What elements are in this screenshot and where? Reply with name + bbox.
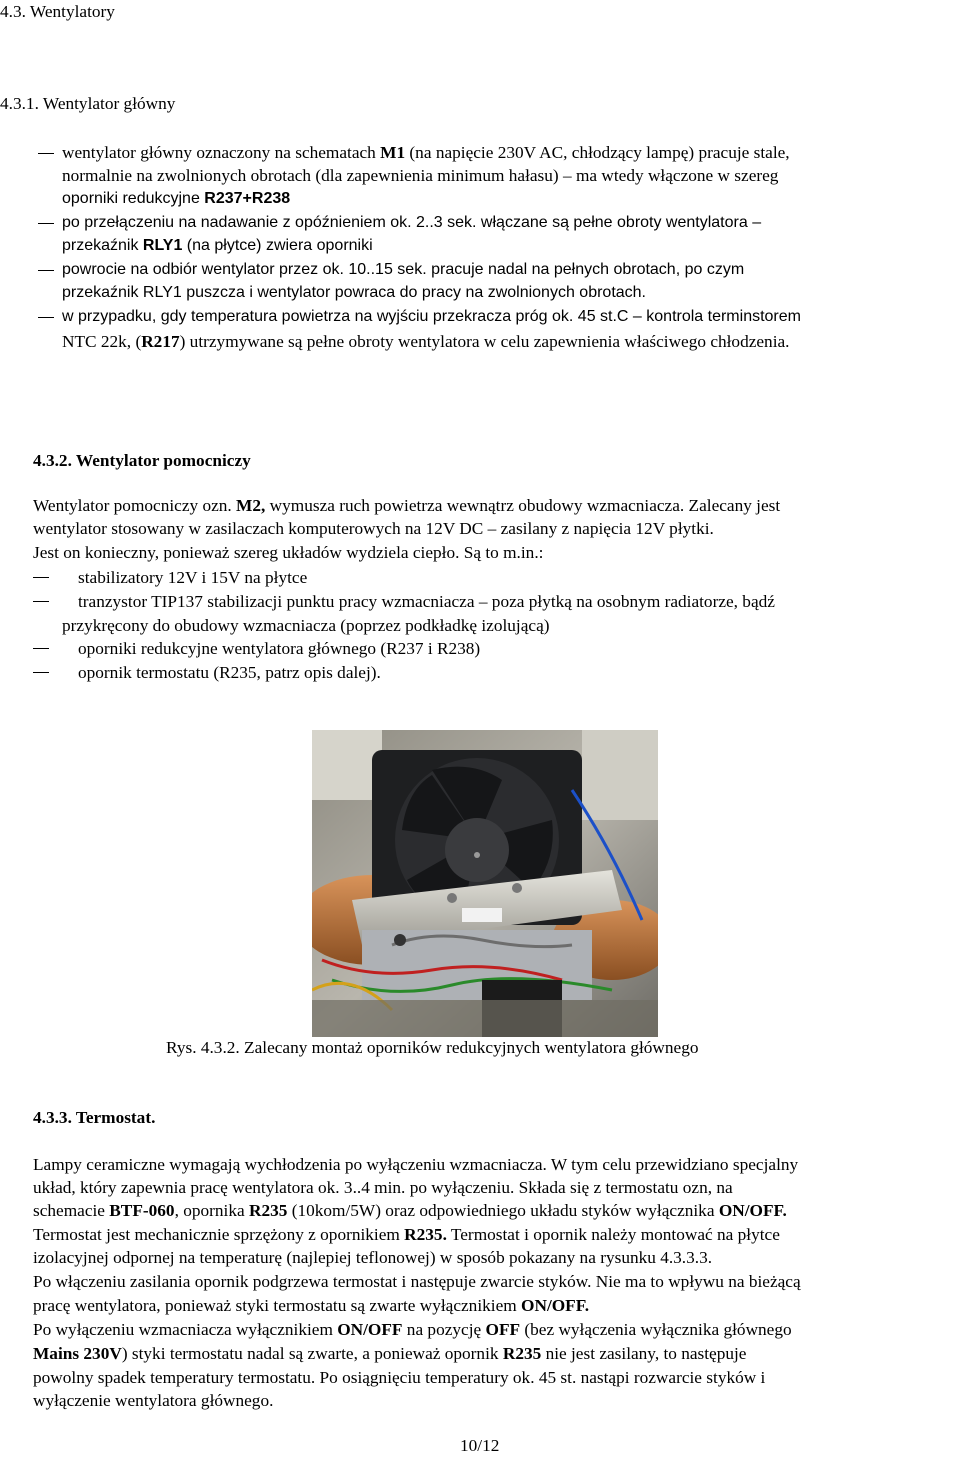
paragraph-line: schemacie BTF-060, opornika R235 (10kom/5W) oraz odpowiedniego układu styków wyłącznika ON/OFF. — [33, 1201, 787, 1220]
list-item: wentylator główny oznaczony na schematach M1 (na napięcie 230V AC, chłodzący lampę) pracuje stale, — [62, 143, 790, 162]
text-line: przekaźnik RLY1 (na płytce) zwiera oporniki — [62, 237, 373, 254]
subsection-heading: 4.3.1. Wentylator główny — [0, 94, 176, 113]
paragraph-line: układ, który zapewnia pracę wentylatora ok. 3..4 min. po wyłączeniu. Składa się z termostatu ozn, na — [33, 1178, 733, 1197]
figure-caption: Rys. 4.3.2. Zalecany montaż oporników redukcyjnych wentylatora głównego — [166, 1038, 699, 1057]
paragraph-line: Lampy ceramiczne wymagają wychłodzenia po wyłączeniu wzmacniacza. W tym celu przewidziano specjalny — [33, 1155, 799, 1174]
list-item: w przypadku, gdy temperatura powietrza na wyjściu przekracza próg ok. 45 st.C – kontrola terminstorem — [62, 308, 801, 325]
paragraph-line: Jest on konieczny, ponieważ szereg układów wydziela ciepło. Są to m.in.: — [33, 543, 544, 562]
paragraph-line: powolny spadek temperatury termostatu. Po osiągnięciu temperatury ok. 45 st. nastąpi rozwarcie styków i — [33, 1368, 766, 1387]
paragraph-line: Po wyłączeniu wzmacniacza wyłącznikiem ON/OFF na pozycję OFF (bez wyłączenia wyłącznika głównego — [33, 1320, 792, 1339]
list-bullet — [38, 153, 54, 154]
paragraph-line: wentylator stosowany w zasilaczach komputerowych na 12V DC – zasilany z napięcia 12V płytki. — [33, 519, 714, 538]
list-bullet — [33, 601, 49, 602]
section-heading: 4.3. Wentylatory — [0, 2, 115, 21]
paragraph-line: wyłączenie wentylatora głównego. — [33, 1391, 274, 1410]
list-bullet — [33, 648, 49, 649]
subsection-heading: 4.3.3. Termostat. — [33, 1108, 156, 1127]
paragraph-line: Termostat jest mechanicznie sprzężony z opornikiem R235. Termostat i opornik należy montować na płytce — [33, 1225, 780, 1244]
fan-photo — [312, 730, 658, 1037]
list-bullet — [38, 223, 54, 224]
text-line: przekaźnik RLY1 puszcza i wentylator powraca do pracy na zwolnionych obrotach. — [62, 284, 646, 301]
text-line: przykręcony do obudowy wzmacniacza (poprzez podkładkę izolującą) — [62, 616, 550, 635]
subsection-heading: 4.3.2. Wentylator pomocniczy — [33, 451, 251, 470]
text-line: oporniki redukcyjne R237+R238 — [62, 190, 291, 207]
list-item: po przełączeniu na nadawanie z opóźnieniem ok. 2..3 sek. włączane są pełne obroty wentylatora – — [62, 214, 762, 231]
paragraph-line: izolacyjnej odpornej na temperaturę (najlepiej teflonowej) w sposób pokazany na rysunku 4.3.3.3. — [33, 1248, 713, 1267]
paragraph-line: Mains 230V) styki termostatu nadal są zwarte, a ponieważ opornik R235 nie jest zasilany, to następuje — [33, 1344, 747, 1363]
list-item: powrocie na odbiór wentylator przez ok. 10..15 sek. pracuje nadal na pełnych obrotach, po czym — [62, 261, 745, 278]
list-bullet — [38, 317, 54, 318]
list-bullet — [33, 577, 49, 578]
page-number: 10/12 — [460, 1436, 500, 1455]
paragraph-line: Po włączeniu zasilania opornik podgrzewa termostat i następuje zwarcie styków. Nie ma to wpływu na bieżącą — [33, 1272, 801, 1291]
list-item: oporniki redukcyjne wentylatora głównego (R237 i R238) — [78, 639, 481, 658]
paragraph-line: pracę wentylatora, ponieważ styki termostatu są zwarte wyłącznikiem ON/OFF. — [33, 1296, 590, 1315]
list-item: stabilizatory 12V i 15V na płytce — [78, 568, 308, 587]
paragraph-line: Wentylator pomocniczy ozn. M2, wymusza ruch powietrza wewnątrz obudowy wzmacniacza. Zalecany jest — [33, 496, 781, 515]
text-line: NTC 22k, (R217) utrzymywane są pełne obroty wentylatora w celu zapewnienia właściwego chłodzenia. — [62, 332, 790, 351]
list-item: tranzystor TIP137 stabilizacji punktu pracy wzmacniacza – poza płytką na osobnym radiatorze, bądź — [78, 592, 775, 611]
list-bullet — [38, 270, 54, 271]
list-bullet — [33, 672, 49, 673]
text-line: normalnie na zwolnionych obrotach (dla zapewnienia minimum hałasu) – ma wtedy włączone w szereg — [62, 166, 779, 185]
list-item: opornik termostatu (R235, patrz opis dalej). — [78, 663, 381, 682]
